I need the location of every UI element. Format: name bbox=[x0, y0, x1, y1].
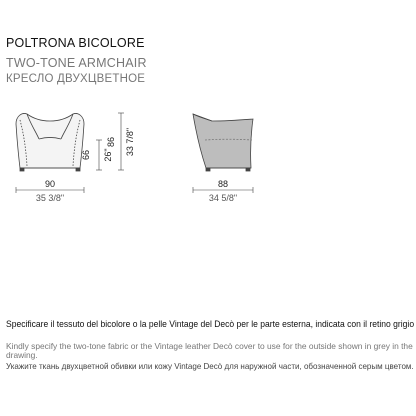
product-title-italian: POLTRONA BICOLORE bbox=[6, 36, 145, 50]
label-seat-height-cm: 66 bbox=[81, 149, 91, 161]
note-italian: Specificare il tessuto del bicolore o la pelle Vintage del Decò per le parte esterna, indicata con il retino grigio bbox=[6, 319, 415, 329]
side-view-drawing bbox=[193, 114, 253, 171]
label-width-in: 35 3/8" bbox=[35, 193, 65, 203]
front-view-drawing bbox=[16, 113, 84, 171]
note-russian: Укажите ткань двухцветной обивки или кожу Vintage Decò для наружной части, обозначенной серым цветом. bbox=[6, 361, 414, 371]
front-foot-right bbox=[76, 168, 80, 171]
product-title-english: TWO-TONE ARMCHAIR bbox=[6, 56, 147, 70]
front-foot-left bbox=[20, 168, 24, 171]
label-depth-cm: 88 bbox=[217, 179, 229, 189]
note-english-line1: Kindly specify the two-tone fabric or the Vintage leather Decò cover to use for the outside shown in grey in the bbox=[6, 341, 413, 351]
label-width-cm: 90 bbox=[44, 179, 56, 189]
product-title-russian: КРЕСЛО ДВУХЦВЕТНОЕ bbox=[6, 73, 146, 85]
side-foot-back bbox=[206, 168, 210, 171]
label-depth-in: 34 5/8" bbox=[208, 193, 238, 203]
label-seat-height-in: 26" bbox=[103, 148, 113, 162]
label-height-in: 33 7/8" bbox=[125, 127, 135, 157]
side-grey-outer-shell bbox=[193, 114, 253, 168]
side-foot-front bbox=[246, 168, 250, 171]
note-english-line2: drawing. bbox=[6, 350, 38, 360]
label-height-cm-visible: 86 bbox=[106, 136, 116, 148]
